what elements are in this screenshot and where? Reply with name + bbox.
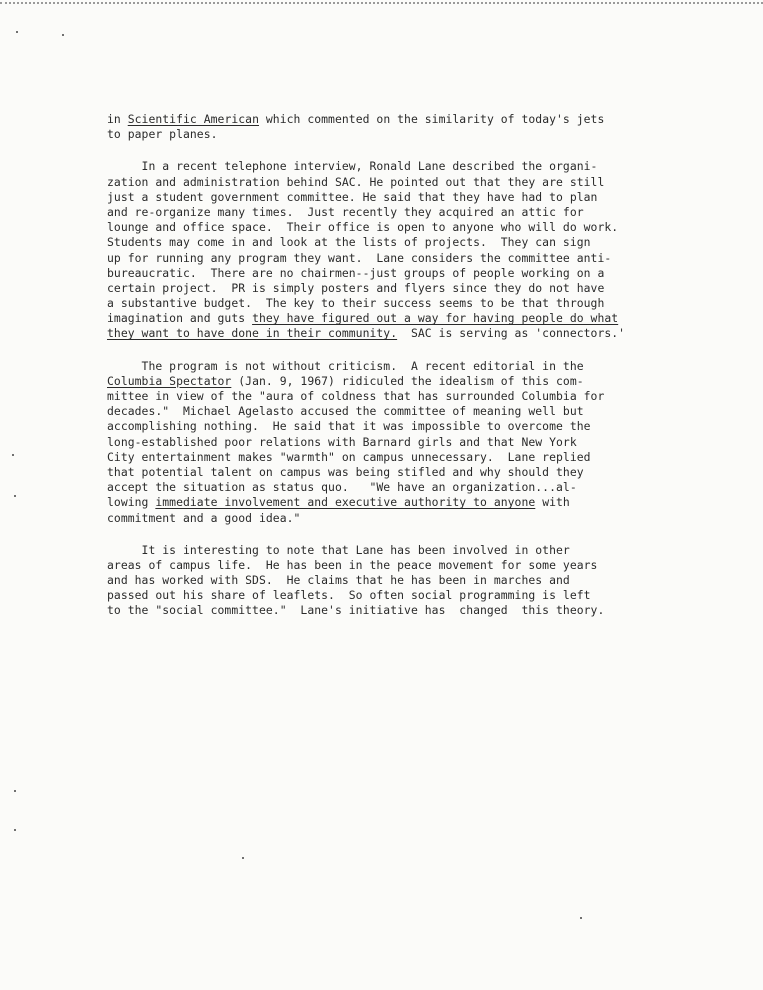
text-segment: lounge and office space. Their office is open to anyone who will do work. <box>107 220 619 235</box>
text-line <box>107 326 687 341</box>
text-segment: up for running any program they want. Lane considers the committee anti- <box>107 250 612 265</box>
text-line <box>107 450 687 465</box>
text-segment: lowing <box>107 495 156 510</box>
text-line <box>107 266 687 281</box>
text-line <box>107 588 687 603</box>
text-line <box>107 159 687 174</box>
text-segment: In a recent telephone interview, Ronald Lane described the organi- <box>107 159 598 174</box>
text-line <box>107 127 687 142</box>
text-segment: just a student government committee. He said that they have had to plan <box>107 189 598 204</box>
text-line <box>107 220 687 235</box>
text-line <box>107 435 687 450</box>
text-line <box>107 112 687 127</box>
text-line <box>107 573 687 588</box>
text-line <box>107 374 687 389</box>
text-line <box>107 311 687 326</box>
text-segment: that potential talent on campus was being stifled and why should they <box>107 464 584 479</box>
document-body <box>107 112 687 636</box>
text-segment: areas of campus life. He has been in the peace movement for some years <box>107 557 598 572</box>
text-segment: imagination and guts <box>107 311 253 326</box>
text-segment: City entertainment makes "warmth" on campus unnecessary. Lane replied <box>107 449 591 464</box>
underlined-text: they want to have done in their community. <box>107 326 398 341</box>
top-edge-rule <box>0 2 763 4</box>
scan-speck <box>62 34 64 36</box>
text-line <box>107 296 687 311</box>
text-line <box>107 281 687 296</box>
text-segment: in <box>107 112 128 126</box>
paragraph <box>107 359 687 526</box>
scan-speck <box>12 454 14 456</box>
text-segment: and has worked with SDS. He claims that he has been in marches and <box>107 573 570 588</box>
text-segment: to the "social committee." Lane's initiative has changed this theory. <box>107 603 605 618</box>
text-segment: Students may come in and look at the lists of projects. They can sign <box>107 235 591 250</box>
text-segment: a substantive budget. The key to their success seems to be that through <box>107 296 605 311</box>
text-segment: bureaucratic. There are no chairmen--just groups of people working on a <box>107 265 605 280</box>
text-line <box>107 543 687 558</box>
text-segment: It is interesting to note that Lane has been involved in other <box>107 542 570 557</box>
text-line <box>107 389 687 404</box>
scan-speck <box>16 31 18 33</box>
text-line <box>107 359 687 374</box>
text-segment: with <box>535 495 570 510</box>
text-line <box>107 205 687 220</box>
paragraph <box>107 159 687 341</box>
text-segment: SAC is serving as 'connectors.' <box>397 326 626 341</box>
text-segment: commitment and a good idea." <box>107 510 301 525</box>
text-line <box>107 404 687 419</box>
underlined-text: they have figured out a way for having people do what <box>252 311 619 326</box>
scan-speck <box>242 857 244 859</box>
text-segment: mittee in view of the "aura of coldness that has surrounded Columbia for <box>107 389 605 403</box>
text-line <box>107 511 687 526</box>
underlined-text: Columbia Spectator <box>107 373 232 388</box>
scan-speck <box>14 495 16 497</box>
text-segment: The program is not without criticism. A recent editorial in the <box>107 358 584 373</box>
text-line <box>107 190 687 205</box>
text-line <box>107 175 687 190</box>
text-line <box>107 465 687 480</box>
text-segment: (Jan. 9, 1967) ridiculed the idealism of this com- <box>231 373 584 388</box>
paragraph <box>107 543 687 619</box>
text-segment: to paper planes. <box>107 127 218 142</box>
text-line <box>107 480 687 495</box>
text-segment: accomplishing nothing. He said that it was impossible to overcome the <box>107 419 591 434</box>
text-segment: which commented on the similarity of today's jets <box>258 112 605 126</box>
text-segment: accept the situation as status quo. "We have an organization...al- <box>107 480 577 495</box>
text-segment: and re-organize many times. Just recently they acquired an attic for <box>107 204 584 219</box>
text-line <box>107 419 687 434</box>
text-segment: certain project. PR is simply posters and flyers since they do not have <box>107 280 605 295</box>
text-segment: decades." Michael Agelasto accused the committee of meaning well but <box>107 404 584 419</box>
text-segment: zation and administration behind SAC. He pointed out that they are still <box>107 174 605 189</box>
scan-speck <box>580 917 582 919</box>
scan-speck <box>14 829 16 831</box>
paragraph <box>107 112 687 142</box>
text-line <box>107 558 687 573</box>
text-line <box>107 495 687 510</box>
underlined-text: immediate involvement and executive authority to anyone <box>155 495 536 510</box>
text-line <box>107 251 687 266</box>
underlined-text: Scientific American <box>127 112 259 126</box>
scan-speck <box>14 790 16 792</box>
text-line <box>107 603 687 618</box>
text-segment: passed out his share of leaflets. So often social programming is left <box>107 588 591 603</box>
text-segment: long-established poor relations with Barnard girls and that New York <box>107 434 577 449</box>
text-line <box>107 235 687 250</box>
